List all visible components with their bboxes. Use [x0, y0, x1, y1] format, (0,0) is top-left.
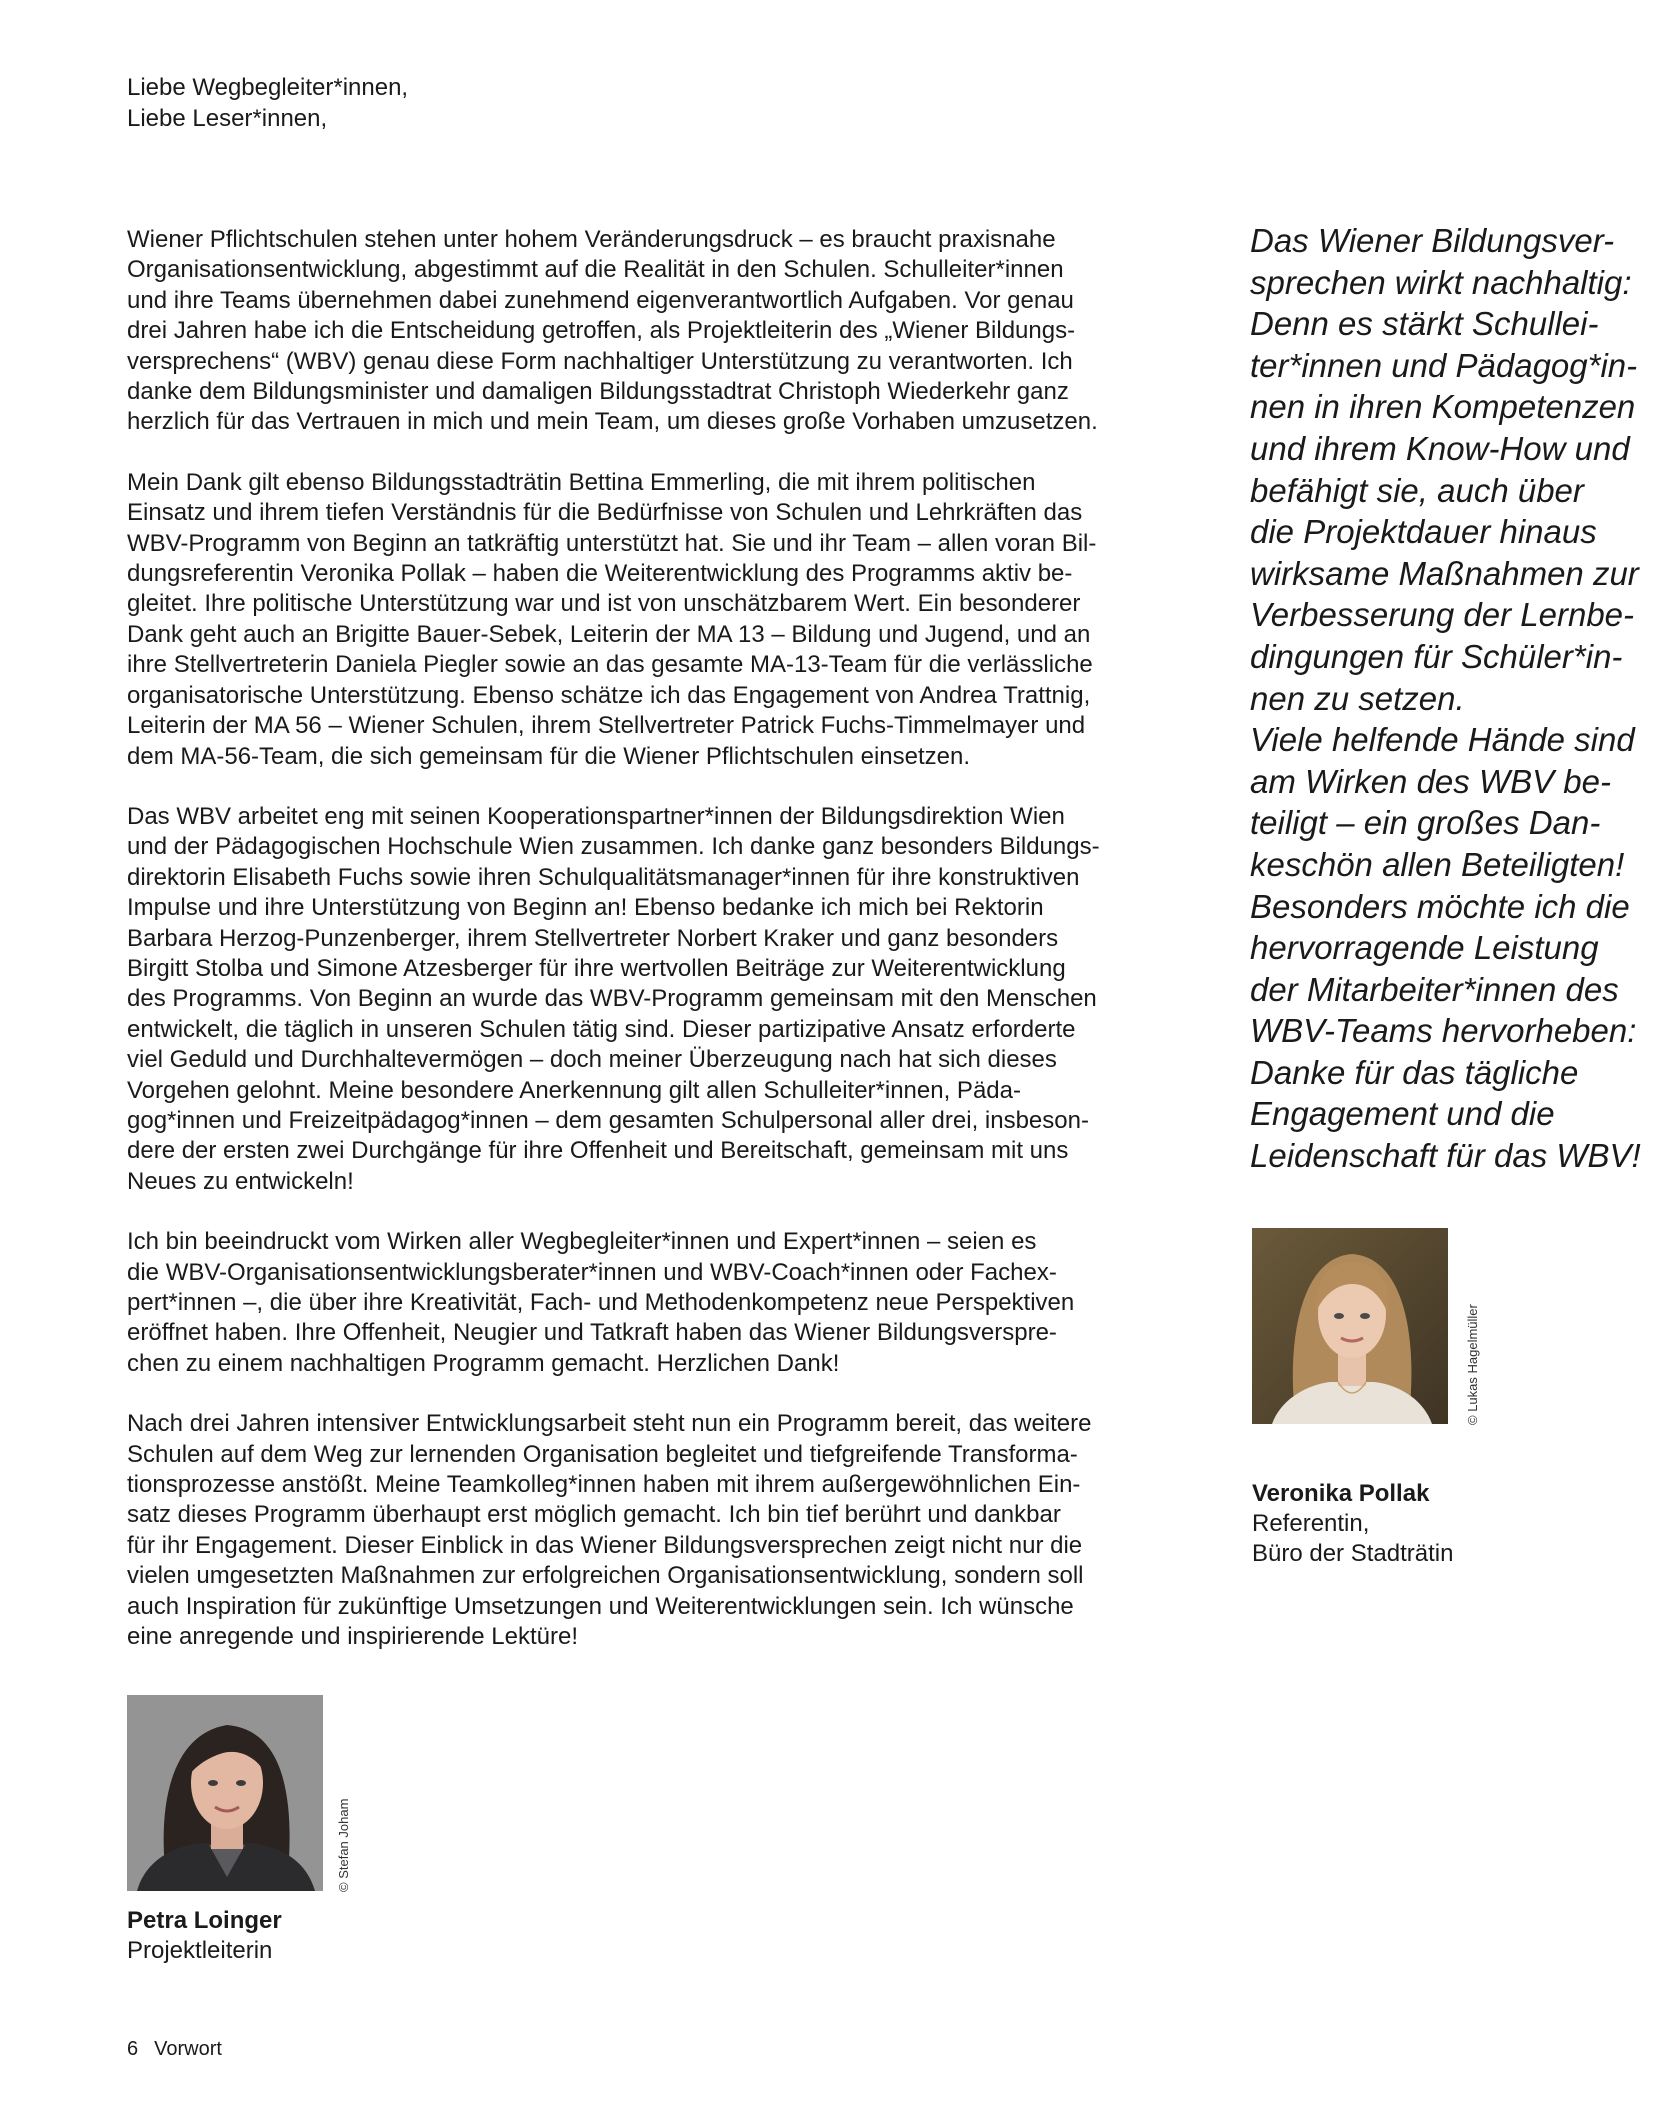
letter-body: [127, 225, 1162, 1682]
paragraph-line: versprechens“ (WBV) genau diese Form nachhaltiger Unterstützung zu verantworten. Ich: [127, 347, 1073, 375]
paragraph-3: [127, 802, 1162, 1197]
paragraph-line: die WBV-Organisationsentwicklungsberater*innen und WBV-Coach*innen oder Fachex-: [127, 1258, 1057, 1286]
paragraph-line: Leiterin der MA 56 – Wiener Schulen, ihrem Stellvertreter Patrick Fuchs-Timmelmayer und: [127, 712, 1086, 740]
paragraph-line: Birgitt Stolba und Simone Atzesberger für ihre wertvollen Beiträge zur Weiterentwicklung: [127, 954, 1066, 982]
paragraph-line: dem MA-56-Team, die sich gemeinsam für die Wiener Pflichtschulen einsetzen.: [127, 742, 971, 770]
quote-line: nen in ihren Kompetenzen: [1250, 388, 1636, 426]
paragraph-line: für ihr Engagement. Dieser Einblick in das Wiener Bildungsversprechen zeigt nicht nur die: [127, 1531, 1083, 1559]
paragraph-line: Schulen auf dem Weg zur lernenden Organisation begleitet und tiefgreifende Transforma-: [127, 1440, 1078, 1468]
quote-line: hervorragende Leistung: [1250, 929, 1599, 967]
paragraph-line: eröffnet haben. Ihre Offenheit, Neugier und Tatkraft haben das Wiener Bildungsverspre-: [127, 1319, 1057, 1347]
photo-credit-petra: © Stefan Joham: [336, 1798, 351, 1892]
paragraph-line: Neues zu entwickeln!: [127, 1167, 354, 1195]
paragraph-line: Vorgehen gelohnt. Meine besondere Anerkennung gilt allen Schulleiter*innen, Päda-: [127, 1076, 1021, 1104]
quote-line: WBV-Teams hervorheben:: [1250, 1012, 1637, 1050]
quote-line: Denn es stärkt Schullei-: [1250, 305, 1599, 343]
paragraph-line: satz dieses Programm überhaupt erst möglich gemacht. Ich bin tief berührt und dankbar: [127, 1501, 1061, 1529]
paragraph-line: und der Pädagogischen Hochschule Wien zusammen. Ich danke ganz besonders Bildungs-: [127, 833, 1100, 861]
paragraph-2: [127, 468, 1162, 772]
quote-line: teiligt – ein großes Dan-: [1250, 804, 1601, 842]
salutation-line-2: Liebe Leser*innen,: [127, 105, 328, 132]
paragraph-line: Barbara Herzog-Punzenberger, ihrem Stellvertreter Norbert Kraker und ganz besonders: [127, 924, 1059, 952]
paragraph-line: gog*innen und Freizeitpädagog*innen – dem gesamten Schulpersonal aller drei, insbeson-: [127, 1106, 1089, 1134]
paragraph-line: danke dem Bildungsminister und damaligen Bildungsstadtrat Christoph Wiederkehr ganz: [127, 378, 1069, 406]
signer-role: Projektleiterin: [127, 1937, 273, 1964]
quote-line: Leidenschaft für das WBV!: [1250, 1137, 1641, 1175]
portrait-petra-loinger: [127, 1695, 323, 1891]
signature-veronika: [1252, 1479, 1453, 1569]
quote-line: Danke für das tägliche: [1250, 1053, 1579, 1091]
salutation: [127, 72, 408, 134]
paragraph-line: herzlich für das Vertrauen in mich und mein Team, um dieses große Vorhaben umzusetzen.: [127, 408, 1098, 436]
quote-line: keschön allen Beteiligten!: [1250, 845, 1625, 883]
paragraph-line: WBV-Programm von Beginn an tatkräftig unterstützt hat. Sie und ihr Team – allen voran Bil-: [127, 529, 1097, 557]
paragraph-line: Impulse und ihre Unterstützung von Beginn an! Ebenso bedanke ich mich bei Rektorin: [127, 894, 1044, 922]
paragraph-line: dungsreferentin Veronika Pollak – haben die Weiterentwicklung des Programms aktiv be-: [127, 560, 1073, 588]
quote-line: befähigt sie, auch über: [1250, 471, 1584, 509]
quote-line: Besonders möchte ich die: [1250, 887, 1630, 925]
portrait-veronika-pollak: [1252, 1228, 1448, 1424]
paragraph-line: dere der ersten zwei Durchgänge für ihre Offenheit und Bereitschaft, gemeinsam mit uns: [127, 1137, 1069, 1165]
signer-name: Petra Loinger: [127, 1907, 282, 1934]
paragraph-line: Wiener Pflichtschulen stehen unter hohem Veränderungsdruck – es braucht praxisnahe: [127, 226, 1056, 253]
paragraph-line: organisatorische Unterstützung. Ebenso schätze ich das Engagement von Andrea Trattnig,: [127, 681, 1091, 709]
paragraph-4: [127, 1227, 1162, 1379]
salutation-line-1: Liebe Wegbegleiter*innen,: [127, 74, 409, 101]
signer-name: Veronika Pollak: [1252, 1480, 1430, 1507]
photo-credit-veronika: © Lukas Hagelmüller: [1465, 1304, 1480, 1425]
signer-role-line-1: Referentin,: [1252, 1510, 1370, 1537]
page-number: 6: [127, 2038, 139, 2060]
signer-role-line-2: Büro der Stadträtin: [1252, 1540, 1454, 1567]
paragraph-line: Einsatz und ihrem tiefen Verständnis für die Bedürfnisse von Schulen und Lehrkräften das: [127, 499, 1083, 527]
portrait-petra-image: [127, 1695, 323, 1891]
paragraph-line: viel Geduld und Durchhaltevermögen – doch meiner Überzeugung nach hat sich dieses: [127, 1046, 1057, 1074]
quote-line: Verbesserung der Lernbe-: [1250, 596, 1635, 634]
paragraph-line: Mein Dank gilt ebenso Bildungsstadträtin Bettina Emmerling, die mit ihrem politischen: [127, 468, 1036, 496]
quote-line: sprechen wirkt nachhaltig:: [1250, 263, 1632, 301]
paragraph-line: gleitet. Ihre politische Unterstützung war und ist von unschätzbarem Wert. Ein besonderer: [127, 590, 1081, 618]
paragraph-line: Das WBV arbeitet eng mit seinen Kooperationspartner*innen der Bildungsdirektion Wien: [127, 802, 1065, 830]
paragraph-line: Organisationsentwicklung, abgestimmt auf die Realität in den Schulen. Schulleiter*innen: [127, 256, 1064, 284]
quote-line: am Wirken des WBV be-: [1250, 762, 1611, 800]
quote-line: nen zu setzen.: [1250, 679, 1465, 717]
quote-line: ter*innen und Pädagog*in-: [1250, 346, 1638, 384]
paragraph-1: [127, 225, 1162, 438]
pull-quote: [1250, 220, 1650, 1177]
paragraph-5: [127, 1409, 1162, 1652]
page-footer: [127, 2038, 222, 2061]
paragraph-line: und ihre Teams übernehmen dabei zunehmend eigenverantwortlich Aufgaben. Vor genau: [127, 286, 1074, 314]
paragraph-line: vielen umgesetzten Maßnahmen zur erfolgreichen Organisationsentwicklung, sondern soll: [127, 1562, 1084, 1590]
paragraph-line: auch Inspiration für zukünftige Umsetzungen und Weiterentwicklungen sein. Ich wünsche: [127, 1592, 1074, 1620]
paragraph-line: drei Jahren habe ich die Entscheidung getroffen, als Projektleiterin des „Wiener Bildungs-: [127, 317, 1076, 345]
quote-line: dingungen für Schüler*in-: [1250, 637, 1623, 675]
quote-line: die Projektdauer hinaus: [1250, 513, 1597, 551]
quote-line: Viele helfende Hände sind: [1250, 721, 1635, 759]
quote-line: Engagement und die: [1250, 1095, 1555, 1133]
paragraph-line: entwickelt, die täglich in unseren Schulen tätig sind. Dieser partizipative Ansatz erforderte: [127, 1015, 1076, 1043]
quote-line: der Mitarbeiter*innen des: [1250, 970, 1619, 1008]
quote-line: und ihrem Know-How und: [1250, 429, 1630, 467]
quote-line: Das Wiener Bildungsver-: [1250, 222, 1615, 259]
paragraph-line: pert*innen –, die über ihre Kreativität, Fach- und Methodenkompetenz neue Perspektiven: [127, 1289, 1075, 1316]
paragraph-line: chen zu einem nachhaltigen Programm gemacht. Herzlichen Dank!: [127, 1349, 840, 1377]
section-title: Vorwort: [154, 2038, 222, 2060]
paragraph-line: eine anregende und inspirierende Lektüre!: [127, 1623, 578, 1651]
paragraph-line: Dank geht auch an Brigitte Bauer-Sebek, Leiterin der MA 13 – Bildung und Jugend, und an: [127, 620, 1091, 648]
quote-line: wirksame Maßnahmen zur: [1250, 554, 1639, 592]
paragraph-line: Ich bin beeindruckt vom Wirken aller Wegbegleiter*innen und Expert*innen – seien es: [127, 1228, 1037, 1256]
paragraph-line: direktorin Elisabeth Fuchs sowie ihren Schulqualitätsmanager*innen für ihre konstruktiven: [127, 863, 1080, 891]
paragraph-line: des Programms. Von Beginn an wurde das WBV-Programm gemeinsam mit den Menschen: [127, 985, 1097, 1013]
paragraph-line: tionsprozesse anstößt. Meine Teamkolleg*innen haben mit ihrem außergewöhnlichen Ein-: [127, 1471, 1081, 1499]
paragraph-line: ihre Stellvertreterin Daniela Piegler sowie an das gesamte MA-13-Team für die verlässliche: [127, 651, 1093, 679]
paragraph-line: Nach drei Jahren intensiver Entwicklungsarbeit steht nun ein Programm bereit, das weitere: [127, 1410, 1092, 1438]
signature-petra: [127, 1906, 282, 1966]
portrait-veronika-image: [1252, 1228, 1448, 1424]
